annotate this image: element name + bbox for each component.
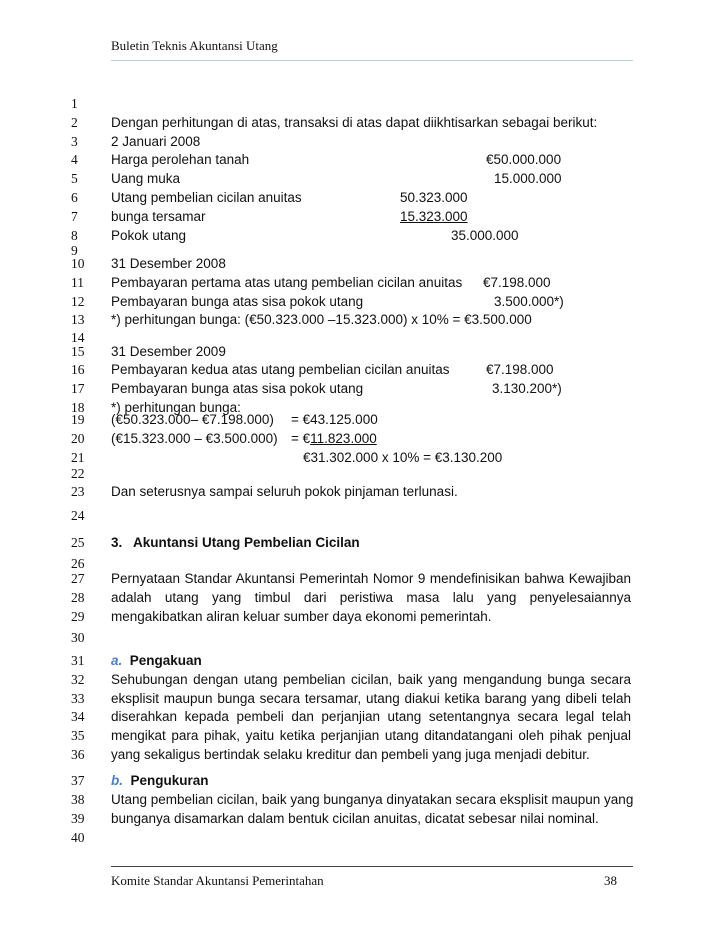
- line-number: 4: [71, 152, 78, 167]
- header-title: Buletin Teknis Akuntansi Utang: [111, 38, 278, 53]
- line-number: 34: [71, 709, 85, 724]
- line-number: 11: [71, 275, 84, 290]
- entry-label: Pembayaran kedua atas utang pembelian cicilan anuitas: [111, 362, 450, 377]
- subsection-letter: b.: [111, 773, 123, 788]
- line-number: 8: [71, 228, 78, 243]
- subsection-title: Pengukuran: [130, 773, 209, 788]
- section-number: 3.: [111, 535, 123, 550]
- body-line-18: *) perhitungan bunga:: [111, 400, 241, 415]
- calc-total: €31.302.000 x 10% = €3.130.200: [303, 450, 503, 465]
- header-rule: [111, 60, 633, 61]
- body-line-10: 31 Desember 2008: [111, 256, 226, 271]
- calc-label: (€50.323.000– €7.198.000): [111, 412, 274, 427]
- line-number: 22: [71, 466, 85, 481]
- calc-result: = €43.125.000: [291, 412, 378, 427]
- entry-label: Harga perolehan tanah: [111, 152, 250, 167]
- paragraph-line: Pernyataan Standar Akuntansi Pemerintah Nomor 9 mendefinisikan bahwa Kewajiban: [111, 571, 631, 586]
- line-number: 18: [71, 400, 85, 415]
- body-line-23: Dan seterusnya sampai seluruh pokok pinjaman terlunasi.: [111, 484, 458, 499]
- entry-label: Pokok utang: [111, 228, 187, 243]
- entry-label: Pembayaran bunga atas sisa pokok utang: [111, 381, 364, 396]
- page-number: 38: [604, 873, 617, 888]
- paragraph-line: mengakibatkan aliran keluar sumber daya ekonomi pemerintah.: [111, 609, 492, 624]
- line-number: 32: [71, 672, 85, 687]
- line-number: 31: [71, 653, 85, 668]
- subsection-title: Pengakuan: [129, 653, 202, 668]
- line-number: 28: [71, 590, 85, 605]
- subsection-letter: a.: [111, 653, 123, 668]
- entry-value: 15.000.000: [494, 171, 562, 186]
- line-number: 16: [71, 362, 85, 377]
- footer-title: Komite Standar Akuntansi Pemerintahan: [111, 873, 324, 888]
- line-number: 38: [71, 792, 85, 807]
- body-line-3: 2 Januari 2008: [111, 134, 201, 149]
- line-number: 25: [71, 535, 85, 550]
- line-number: 2: [71, 115, 78, 130]
- paragraph-line: bunganya disamarkan dalam bentuk cicilan anuitas, dicatat sebesar nilai nominal.: [111, 811, 599, 826]
- calc-result: = €11.823.000: [291, 431, 377, 446]
- line-number: 29: [71, 609, 85, 624]
- subsection-heading: [111, 654, 202, 668]
- line-number: 10: [71, 256, 85, 271]
- line-number: 14: [71, 330, 85, 345]
- line-number: 7: [71, 209, 78, 224]
- line-number: 27: [71, 571, 85, 586]
- entry-value: 3.130.200*): [492, 381, 562, 396]
- entry-value: 50.323.000: [400, 190, 468, 205]
- line-number: 15: [71, 344, 85, 359]
- entry-value: 35.000.000: [451, 228, 519, 243]
- entry-label: Utang pembelian cicilan anuitas: [111, 190, 302, 205]
- paragraph-line: Utang pembelian cicilan, baik yang bunganya dinyatakan secara eksplisit maupun yang: [111, 792, 634, 807]
- entry-label: Pembayaran pertama atas utang pembelian cicilan anuitas: [111, 275, 463, 290]
- line-number: 20: [71, 431, 85, 446]
- paragraph-line: yang sekaligus bertindak selaku kreditur dan pembeli yang juga menjadi debitur.: [111, 747, 590, 762]
- line-number: 17: [71, 381, 85, 396]
- section-title: Akuntansi Utang Pembelian Cicilan: [133, 535, 360, 550]
- entry-value: €7.198.000: [483, 275, 551, 290]
- calc-label: (€15.323.000 – €3.500.000): [111, 431, 278, 446]
- paragraph-line: mengikat para pihak, yaitu ketika perjanjian utang ditandatangani oleh pihak penjual: [111, 728, 631, 743]
- line-number: 6: [71, 190, 78, 205]
- body-line-15: 31 Desember 2009: [111, 344, 226, 359]
- line-number: 36: [71, 747, 85, 762]
- line-number: 21: [71, 450, 85, 465]
- line-number: 35: [71, 728, 85, 743]
- entry-value: 3.500.000*): [494, 294, 564, 309]
- paragraph-line: Sehubungan dengan utang pembelian cicilan, baik yang mengandung bunga secara: [111, 672, 631, 687]
- line-number: 3: [71, 134, 78, 149]
- line-number: 9: [71, 243, 78, 258]
- line-number: 13: [71, 312, 85, 327]
- line-number: 24: [71, 508, 85, 523]
- line-number: 39: [71, 811, 85, 826]
- entry-label: bunga tersamar: [111, 209, 206, 224]
- entry-value: €50.000.000: [486, 152, 562, 167]
- subsection-heading: [111, 774, 209, 788]
- body-line-2: Dengan perhitungan di atas, transaksi di atas dapat diikhtisarkan sebagai berikut:: [111, 115, 598, 130]
- line-number: 19: [71, 412, 85, 427]
- entry-label: Uang muka: [111, 171, 181, 186]
- line-number: 1: [71, 96, 78, 111]
- entry-value: €7.198.000: [486, 362, 554, 377]
- paragraph-line: eksplisit maupun bunga secara tersamar, utang diakui ketika barang yang dibeli telah: [111, 691, 631, 706]
- paragraph-line: diserahkan kepada pembeli dan perjanjian utang setentangnya secara legal telah: [111, 709, 631, 724]
- line-number: 23: [71, 484, 85, 499]
- body-line-13: *) perhitungan bunga: (€50.323.000 –15.323.000) x 10% = €3.500.000: [111, 312, 532, 327]
- line-number: 33: [71, 691, 85, 706]
- line-number: 12: [71, 294, 85, 309]
- entry-value: 15.323.000: [400, 209, 468, 224]
- line-number: 40: [71, 830, 85, 845]
- section-heading: [111, 536, 360, 550]
- entry-label: Pembayaran bunga atas sisa pokok utang: [111, 294, 364, 309]
- line-number: 5: [71, 171, 78, 186]
- paragraph-line: adalah utang yang timbul dari peristiwa masa lalu yang penyelesaiannya: [111, 590, 631, 605]
- line-number: 37: [71, 773, 85, 788]
- line-number: 30: [71, 630, 85, 645]
- footer-rule: [111, 866, 633, 867]
- line-number: 26: [71, 556, 85, 571]
